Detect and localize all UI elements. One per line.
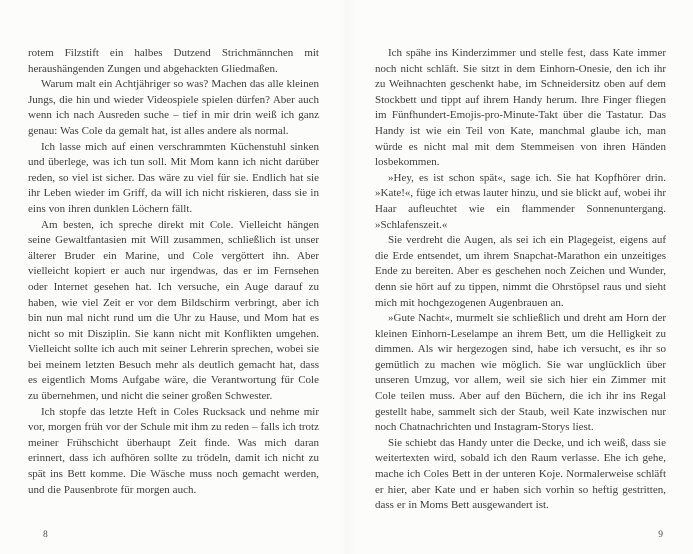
paragraph: Ich lasse mich auf einen verschrammten Küchenstuhl sinken und überlege, was ich tun soll. Mit Mom kann ich nicht darüber reden, so viel ist sicher. Das wäre zu viel für sie. Endlich hat sie ihr Leben wieder im Griff, da will ich nicht riskieren, dass sie in eins von ihren dunklen Löchern fällt. (28, 140, 319, 215)
paragraph: Sie verdreht die Augen, als sei ich ein Plagegeist, eigens auf die Erde entsendet, um ihrem Snapchat-Marathon ein unzeitiges Ende zu bereiten. Aber es geschehen noch Zeichen und Wunder, denn sie hört auf zu tippen, nimmt die Ohrstöpsel raus und sieht mich mit hochgezogenen Augenbrauen an. (375, 234, 666, 309)
page-text (28, 46, 319, 498)
page-number: 9 (658, 530, 663, 540)
paragraph: »Gute Nacht«, murmelt sie schließlich und dreht am Horn der kleinen Einhorn-Leselampe an ihrem Bett, um die Helligkeit zu dimmen. Als wir hergezogen sind, habe ich versucht, es ihr so gemütlich zu machen wie möglich. Sie war unglücklich über unseren Umzug, vor allem, weil sie sich hier ein Zimmer mit Cole teilen muss. Aber auf den Büchern, die ich ihr ins Regal gestellt habe, sammelt sich der Staub, weil Kate inzwischen nur noch Chatnachrichten und Instagram-Storys liest. (375, 312, 666, 434)
paragraph: Sie schiebt das Handy unter die Decke, und ich weiß, dass sie weitertexten wird, sobald ich den Raum verlasse. Ehe ich gehe, mache ich Coles Bett in der unteren Koje. Normalerweise schläft er hier, aber Kate und er haben sich vorhin so heftig gestritten, dass er in Moms Bett ausgewandert ist. (375, 436, 666, 512)
page-number: 8 (43, 530, 48, 540)
page-text (375, 46, 666, 514)
paragraph: Am besten, ich spreche direkt mit Cole. Vielleicht hängen seine Gewaltfantasien mit Will zusammen, schließlich ist unser älterer Bruder ein Marine, und Cole vergöttert ihn. Aber vielleicht kopiert er auch nur irgendwas, das er im Fernsehen oder Internet gesehen hat. Ich versuche, ein Auge darauf zu haben, wie viel Zeit er vor dem Bildschirm verbringt, aber ich bin nun mal nicht rund um die Uhr zu Hause, und Mom hat es nicht so mit Disziplin. Sie kann nicht mit Konflikten umgehen. Vielleicht sollte ich auch mit seiner Lehrerin sprechen, wobei sie bei meinem letzten Besuch mehr als deutlich gemacht hat, dass es eigentlich Moms Aufgabe wäre, die Verantwortung für Cole zu übernehmen, und nicht die seiner großen Schwester. (28, 218, 319, 403)
page-left (0, 0, 346, 554)
paragraph: rotem Filzstift ein halbes Dutzend Strichmännchen mit heraushängenden Zungen und abgehackten Gliedmaßen. (28, 47, 319, 75)
paragraph: Ich spähe ins Kinderzimmer und stelle fest, dass Kate immer noch nicht schläft. Sie sitzt in dem Einhorn-Onesie, den ich ihr zu Weihnachten geschenkt habe, im Schneidersitz oben auf dem Stockbett und tippt auf ihrem Handy herum. Ihre Finger fliegen im Fünfhundert-Emojis-pro-Minute-Takt über die Tastatur. Das Handy ist wie ein Teil von Kate, manchmal glaube ich, man würde es nicht mal mit dem Stemmeisen von ihren Händen losbekommen. (375, 47, 666, 169)
paragraph: Warum malt ein Achtjähriger so was? Machen das alle kleinen Jungs, die hin und wieder Videospiele spielen dürfen? Aber auch wenn ich nach Ausreden suche – tief in mir drin weiß ich ganz genau: Was Cole da gemalt hat, ist alles andere als normal. (28, 78, 319, 137)
page-right (347, 0, 693, 554)
paragraph: Ich stopfe das letzte Heft in Coles Rucksack und nehme mir vor, morgen früh vor der Schule mit ihm zu reden – falls ich trotz meiner Frühschicht überhaupt Zeit finde. Was mich daran erinnert, dass ich aufhören sollte zu trödeln, damit ich nicht zu spät ins Bett komme. Die Wäsche muss noch gemacht werden, und die Pausenbrote für morgen auch. (28, 405, 319, 496)
paragraph: »Hey, es ist schon spät«, sage ich. Sie hat Kopfhörer drin. »Kate!«, füge ich etwas lauter hinzu, und sie blickt auf, wobei ihr Haar aufleuchtet wie ein flammender Sonnenuntergang. »Schlafenszeit.« (375, 171, 666, 231)
